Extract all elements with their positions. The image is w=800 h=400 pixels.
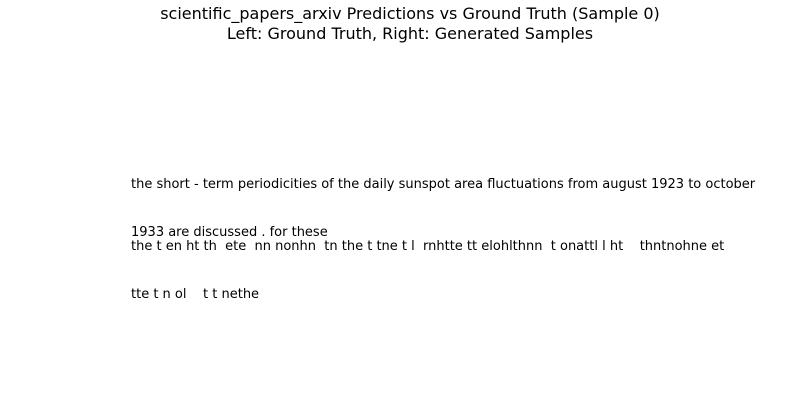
ground-truth-line-1: the short - term periodicities of the daily sunspot area fluctuations from august 1923 to october: [131, 177, 756, 192]
generated-line-2: tte t n ol t t nethe: [131, 287, 260, 302]
generated-sample-text: [131, 207, 724, 319]
figure-title-line-1: scientific_papers_arxiv Predictions vs Ground Truth (Sample 0): [160, 4, 660, 23]
ground-truth-line-2: 1933 are discussed . for these: [131, 225, 328, 240]
generated-line-1: the t en ht th ete nn nonhn tn the t tne t l rnhtte tt elohlthnn t onattl l ht thntnohne et: [131, 239, 725, 254]
figure-title: [0, 4, 800, 44]
figure-title-line-2: Left: Ground Truth, Right: Generated Samples: [226, 24, 594, 43]
